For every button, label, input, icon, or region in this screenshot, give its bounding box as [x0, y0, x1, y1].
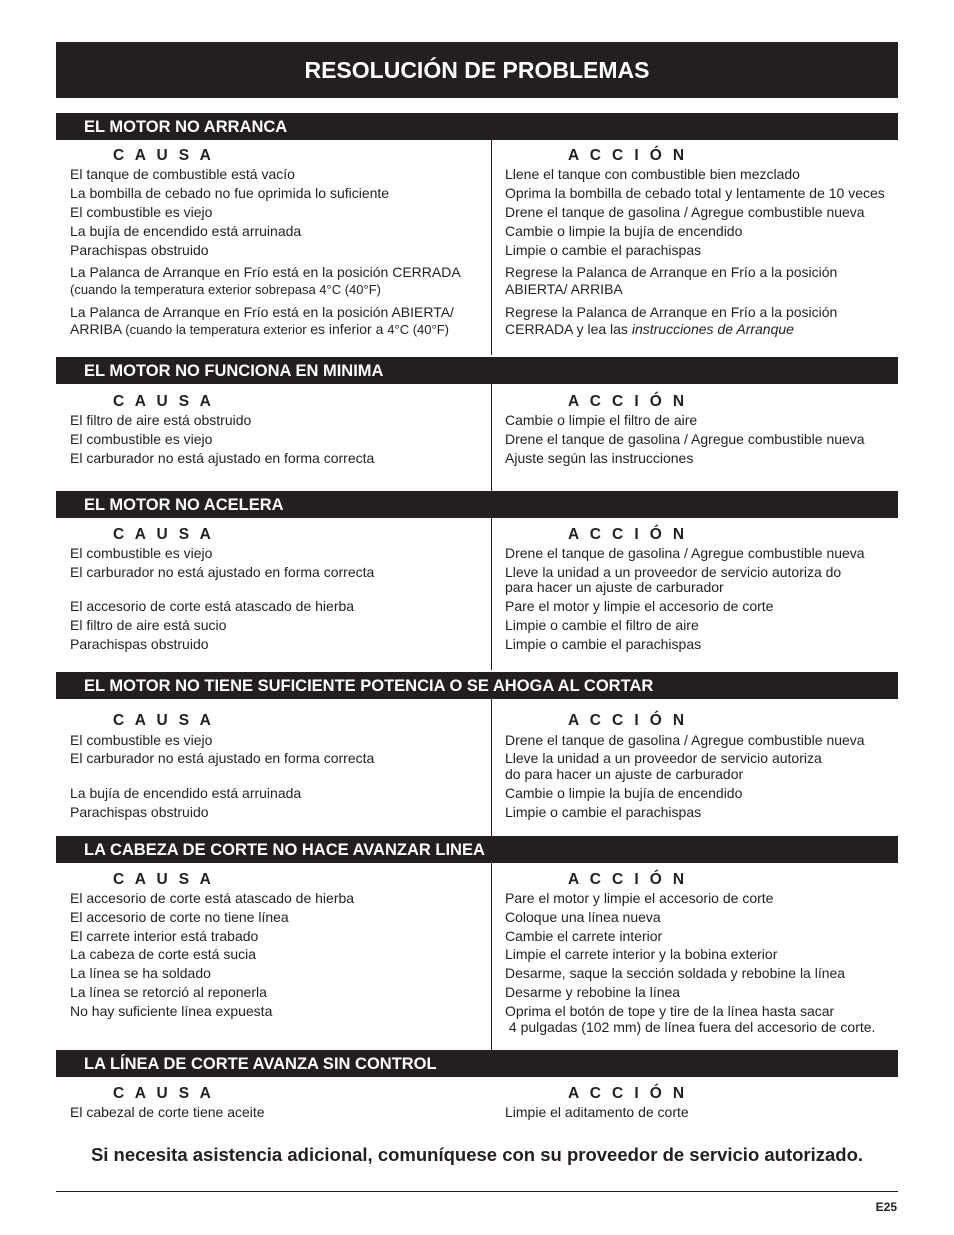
- action-text: Cambie o limpie la bujía de encendido: [505, 223, 743, 239]
- action-text: Cambie o limpie la bujía de encendido: [505, 785, 743, 801]
- action-text: Lleve la unidad a un proveedor de servicio autoriza do: [505, 564, 842, 580]
- action-text: Desarme y rebobine la línea: [505, 984, 681, 1000]
- action-text: Lleve la unidad a un proveedor de servicio autoriza: [505, 750, 822, 766]
- cause-text: La bombilla de cebado no fue oprimida lo suficiente: [70, 185, 390, 201]
- action-text: Regrese la Palanca de Arranque en Frío a la posición: [505, 304, 838, 320]
- cause-text: La bujía de encendido está arruinada: [70, 223, 302, 239]
- section-motor-no-funciona-minima: [56, 357, 898, 491]
- cause-text: La Palanca de Arranque en Frío está en la posición CERRADA: [70, 264, 461, 280]
- cause-text: El carburador no está ajustado en forma correcta: [70, 564, 375, 580]
- action-text: Limpie o cambie el filtro de aire: [505, 617, 699, 633]
- section-title: LA CABEZA DE CORTE NO HACE AVANZAR LINEA: [56, 836, 898, 863]
- action-text: do para hacer un ajuste de carburador: [505, 766, 744, 782]
- cause-text: La línea se ha soldado: [70, 965, 211, 981]
- action-text: Cambie o limpie el filtro de aire: [505, 412, 698, 428]
- cause-heading: C A U S A: [113, 1085, 215, 1102]
- cause-heading: C A U S A: [113, 393, 215, 410]
- cause-heading: C A U S A: [113, 526, 215, 543]
- action-text: Drene el tanque de gasolina / Agregue combustible nueva: [505, 732, 865, 748]
- action-text: Drene el tanque de gasolina / Agregue combustible nueva: [505, 204, 865, 220]
- action-text: Regrese la Palanca de Arranque en Frío a la posición: [505, 264, 838, 280]
- cause-text: (cuando la temperatura exterior sobrepasa 4°C (40°F): [70, 282, 381, 297]
- cause-text: Parachispas obstruido: [70, 242, 209, 258]
- action-heading: A C C I Ó N: [568, 871, 688, 888]
- cause-text-part: es inferior a: [310, 321, 388, 337]
- action-text: Cambie el carrete interior: [505, 928, 663, 944]
- action-text: Limpie o cambie el parachispas: [505, 804, 702, 820]
- page-title: RESOLUCIÓN DE PROBLEMAS: [56, 42, 898, 98]
- action-heading: A C C I Ó N: [568, 147, 688, 164]
- action-text: para hacer un ajuste de carburador: [505, 579, 724, 595]
- action-text: Limpie o cambie el parachispas: [505, 636, 702, 652]
- column-divider: [491, 699, 492, 836]
- section-title: EL MOTOR NO TIENE SUFICIENTE POTENCIA O SE AHOGA AL CORTAR: [56, 672, 898, 699]
- action-text: ABIERTA/ ARRIBA: [505, 281, 623, 297]
- cause-text: No hay suficiente línea expuesta: [70, 1003, 273, 1019]
- cause-text: El accesorio de corte está atascado de hierba: [70, 598, 355, 614]
- action-text-italic: instrucciones de Arranque: [631, 321, 794, 337]
- cause-text-part: (cuando la temperatura exterior: [125, 322, 311, 337]
- action-text: Desarme, saque la sección soldada y rebobine la línea: [505, 965, 846, 981]
- cause-text: La bujía de encendido está arruinada: [70, 785, 302, 801]
- page-number: E25: [875, 1200, 897, 1214]
- cause-heading: C A U S A: [113, 712, 215, 729]
- section-title: EL MOTOR NO ACELERA: [56, 491, 898, 518]
- column-divider: [491, 140, 492, 355]
- cause-text: La línea se retorció al reponerla: [70, 984, 267, 1000]
- cause-text: El filtro de aire está sucio: [70, 617, 227, 633]
- cause-heading: C A U S A: [113, 871, 215, 888]
- cause-text: El combustible es viejo: [70, 431, 213, 447]
- cause-text: La cabeza de corte está sucia: [70, 946, 257, 962]
- action-text-part: CERRADA y lea las: [505, 321, 632, 337]
- cause-text: El carburador no está ajustado en forma correcta: [70, 750, 375, 766]
- action-text: Drene el tanque de gasolina / Agregue combustible nueva: [505, 545, 865, 561]
- action-text: Oprima la bombilla de cebado total y lentamente de 10 veces: [505, 185, 885, 201]
- cause-text: El carrete interior está trabado: [70, 928, 259, 944]
- cause-text: Parachispas obstruido: [70, 636, 209, 652]
- action-heading: A C C I Ó N: [568, 393, 688, 410]
- cause-text: El combustible es viejo: [70, 732, 213, 748]
- action-text: Coloque una línea nueva: [505, 909, 661, 925]
- action-text: Limpie o cambie el parachispas: [505, 242, 702, 258]
- column-divider: [491, 863, 492, 1051]
- section-title: EL MOTOR NO ARRANCA: [56, 113, 898, 140]
- action-heading: A C C I Ó N: [568, 712, 688, 729]
- action-text: Pare el motor y limpie el accesorio de corte: [505, 598, 774, 614]
- column-divider: [491, 384, 492, 491]
- action-text: Drene el tanque de gasolina / Agregue combustible nueva: [505, 431, 865, 447]
- action-text: Limpie el aditamento de corte: [505, 1104, 689, 1120]
- cause-text: [70, 322, 449, 338]
- section-cabeza-no-avanza-linea: [56, 836, 898, 1051]
- action-text: Pare el motor y limpie el accesorio de corte: [505, 890, 774, 906]
- section-linea-avanza-sin-control: [56, 1050, 898, 1137]
- cause-text-part: 4°C (40°F): [387, 322, 449, 337]
- cause-text-part: ARRIBA: [70, 321, 126, 337]
- action-text: Limpie el carrete interior y la bobina exterior: [505, 946, 778, 962]
- cause-heading: C A U S A: [113, 147, 215, 164]
- section-motor-no-acelera: [56, 491, 898, 670]
- cause-text: Parachispas obstruido: [70, 804, 209, 820]
- section-motor-no-tiene-potencia: [56, 672, 898, 836]
- section-motor-no-arranca: [56, 113, 898, 355]
- action-heading: A C C I Ó N: [568, 526, 688, 543]
- assistance-note: Si necesita asistencia adicional, comuníquese con su proveedor de servicio autorizado.: [90, 1144, 864, 1165]
- cause-text: El cabezal de corte tiene aceite: [70, 1104, 265, 1120]
- action-text: Llene el tanque con combustible bien mezclado: [505, 166, 800, 182]
- cause-text: El accesorio de corte está atascado de hierba: [70, 890, 355, 906]
- cause-text: El filtro de aire está obstruido: [70, 412, 252, 428]
- cause-text: El tanque de combustible está vacío: [70, 166, 295, 182]
- section-title: LA LÍNEA DE CORTE AVANZA SIN CONTROL: [56, 1050, 898, 1077]
- action-text: [505, 322, 794, 338]
- action-text: 4 pulgadas (102 mm) de línea fuera del accesorio de corte.: [505, 1019, 876, 1035]
- column-divider: [491, 518, 492, 670]
- cause-text: El accesorio de corte no tiene línea: [70, 909, 289, 925]
- action-text: Oprima el botón de tope y tire de la línea hasta sacar: [505, 1003, 835, 1019]
- cause-text: El combustible es viejo: [70, 204, 213, 220]
- cause-text: El carburador no está ajustado en forma correcta: [70, 450, 375, 466]
- footer-rule: [56, 1191, 898, 1192]
- cause-text: La Palanca de Arranque en Frío está en la posición ABIERTA/: [70, 304, 454, 320]
- section-title: EL MOTOR NO FUNCIONA EN MINIMA: [56, 357, 898, 384]
- action-text: Ajuste según las instrucciones: [505, 450, 694, 466]
- cause-text: El combustible es viejo: [70, 545, 213, 561]
- action-heading: A C C I Ó N: [568, 1085, 688, 1102]
